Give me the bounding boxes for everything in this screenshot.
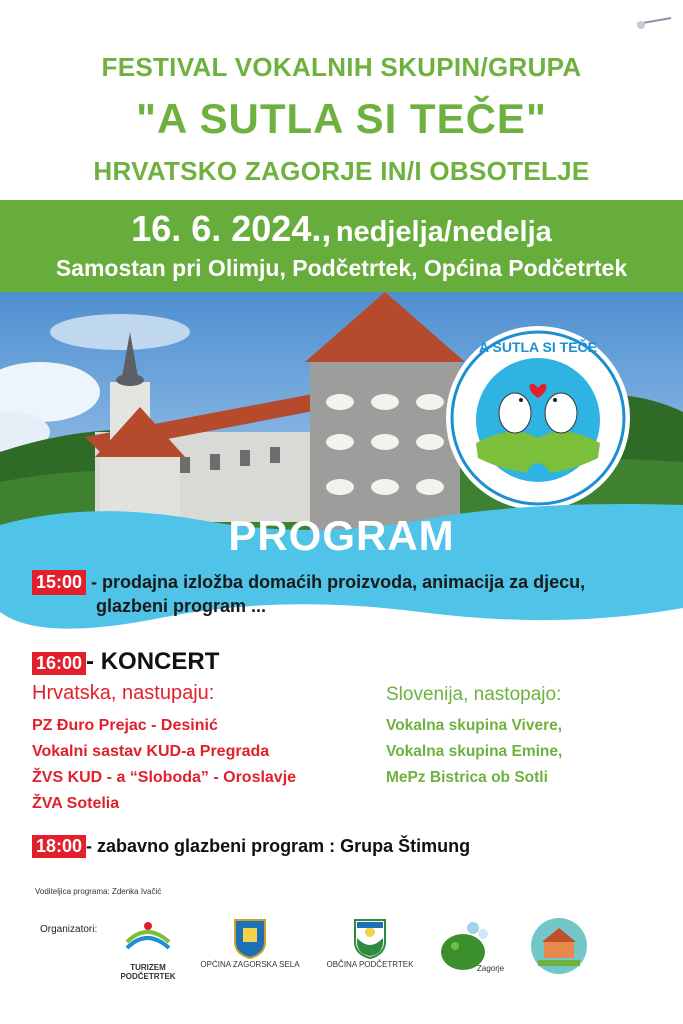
coat-of-arms-icon (233, 918, 267, 960)
logo-obcina-podcetrtek (315, 918, 425, 969)
logo-caption: TURIZEM PODČETRTEK (120, 963, 176, 981)
time-badge-1800: 18:00 (32, 835, 86, 858)
slovenia-heading: Slovenija, nastopajo: (386, 684, 562, 705)
coat-of-arms-icon (353, 918, 387, 960)
festival-subtitle: FESTIVAL VOKALNIH SKUPIN/GRUPA (101, 52, 582, 82)
logo-regional (528, 916, 590, 981)
event-date: 16. 6. 2024., (131, 208, 332, 249)
croatia-heading: Hrvatska, nastupaju: (32, 682, 215, 704)
logo-title-text: A SUTLA SI TEČE (479, 339, 597, 355)
organizers-label: Organizatori: (40, 924, 98, 935)
time-badge-1500: 15:00 (32, 570, 86, 595)
program-item-1500 (32, 570, 672, 618)
logo-caption: OPĆINA ZAGORSKA SELA (200, 960, 300, 969)
pushpin-icon (635, 14, 675, 34)
concert-label: - KONCERT (86, 648, 220, 675)
time-badge-1600: 16:00 (32, 652, 86, 675)
program-item-1600 (32, 648, 219, 676)
list-item: Vokalna skupina Vivere, (386, 717, 563, 734)
logo-opcina-zagorska-sela (190, 918, 310, 969)
logo-caption: Zagorje (477, 964, 505, 973)
list-item: Vokalni sastav KUD-a Pregrada (32, 743, 270, 760)
croatia-groups (32, 713, 296, 817)
list-item: ŽVS KUD - a “Sloboda” - Oroslavje (32, 769, 297, 786)
program-leader: Voditeljica programa: Zdenka Ivačić (35, 887, 162, 896)
festival-logo (443, 318, 633, 514)
program-item-text-cont: glazbeni program ... (96, 596, 267, 616)
logo-caption: OBČINA PODČETRTEK (326, 960, 414, 969)
program-item-1800 (32, 835, 470, 858)
festival-region: HRVATSKO ZAGORJE IN/I OBSOTELJE (93, 156, 590, 186)
list-item: MePz Bistrica ob Sotli (386, 769, 548, 786)
event-weekday: nedjelja/nedelja (335, 216, 552, 248)
logo-turizem-podcetrtek (117, 918, 179, 981)
list-item: PZ Đuro Prejac - Desinić (32, 717, 218, 734)
program-title: PROGRAM (228, 512, 455, 559)
slovenia-groups (386, 713, 562, 791)
logo-zagorje (437, 918, 517, 979)
regional-logo-icon (528, 916, 590, 976)
turizem-logo-icon (117, 918, 179, 958)
festival-title: "A SUTLA SI TEČE" (136, 95, 547, 142)
event-location: Samostan pri Olimju, Podčetrtek, Općina Podčetrtek (55, 255, 628, 281)
list-item: ŽVA Sotelia (32, 795, 120, 812)
event-date-line (0, 208, 683, 250)
program-item-text: - prodajna izložba domaćih proizvoda, animacija za djecu, (91, 572, 586, 592)
list-item: Vokalna skupina Emine, (386, 743, 563, 760)
program-item-text: - zabavno glazbeni program : Grupa Štimung (86, 836, 471, 856)
